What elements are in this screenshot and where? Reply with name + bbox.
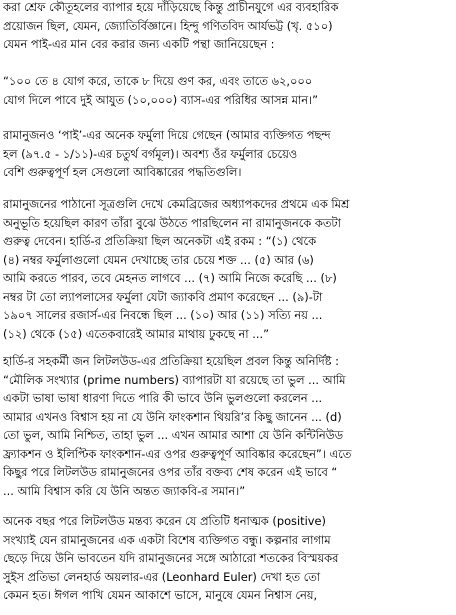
text-line: প্রয়োজন ছিল, যেমন, জ্যোতির্বিজ্ঞানে। হিন্দু গণিতবিদ আর্যভট্ট (খৃ. ৫১০) (3, 18, 333, 33)
text-line: কিছুর পরে লিটলউড রামানুজনের ওপর তাঁর বক্তব্য শেষ করেন এই ভাবে “ (3, 465, 338, 479)
paragraph-hardy-reaction (3, 195, 449, 343)
text-line: অনুভূতি হয়েছিল কারণ তাঁরা বুঝে উঠতে পারছিলেন না রামানুজনকে কতটা (3, 215, 341, 230)
text-line: রামানুজনও ‘পাই’-এর অনেক ফর্মুলা দিয়ে গেছেন (আমার ব্যক্তিগত পছন্দ (3, 128, 331, 142)
text-line: যেমন পাই-এর মান বের করার জন্য একটি পন্থা জানিয়েছেন : (3, 37, 275, 51)
text-line: (১২) থেকে (১৫) এতেকবারেই আমার মাথায় ঢুকছে না ...” (3, 326, 269, 341)
text-line: রামানুজনের পাঠানো সূত্রগুলি দেখে কেমব্রিজের অধ্যাপকদের প্রথমে এক মিশ্র (3, 197, 350, 211)
text-line: ফ্র্যাকশন ও ইলিপ্টিক ফাংকশান-এর ওপর গুরুত্বপূর্ণ আবিষ্কার করেছেন”। এতে (3, 446, 352, 461)
text-line: গুরুত্ব দেবেন। হার্ডি-র প্রতিক্রিয়া ছিল অনেকটা এই রকম : “(১) থেকে (3, 234, 317, 248)
text-line: হার্ডি-র সহকর্মী জন লিটলউড-এর প্রতিক্রিয়া হয়েছিল প্রবল কিন্তু অনির্দিষ্ট : (3, 354, 339, 368)
text-line: হল (৯৭.৫ - ১/১১)-এর চতুর্থ বর্গমূল)। অবশ্য ওঁর ফর্মুলার চেয়েও (3, 146, 298, 161)
text-line: বেশি গুরুত্বপূর্ণ হল সেগুলো আবিষ্কারের পদ্ধতিগুলি। (3, 165, 242, 179)
text-line: ... আমি বিশ্বাস করি যে উনি অন্তত জ্যাকবি-র সমান।” (3, 483, 246, 498)
text-line: করা শ্রেফ কৌতূহলের ব্যাপার হয়ে দাঁড়িয়েছে কিন্তু প্রাচীনযুগে এর ব্যবহারিক (3, 0, 339, 14)
text-line: যোগ দিলে পাবে দুই আযুত (১০,০০০) ব্যাস-এর পরিধির আসন্ন মান।” (3, 92, 319, 107)
text-line: “১০০ তে ৪ যোগ করে, তাকে ৮ দিয়ে গুণ কর, এবং তাতে ৬২,০০০ (3, 74, 313, 88)
text-line: একটা ভাষা ভাষা ধারণা দিতে পারি কী ভাবে উনি ভুলগুলো করলেন ... (3, 391, 323, 405)
paragraph-aryabhata-quote (3, 72, 449, 109)
text-line: (৪) নম্বর ফর্মুলাগুলো যেমন দেখাচ্ছে তার চেয়ে শক্ত ... (৫) আর (৬) (3, 252, 314, 267)
text-line: নম্বর টা তো ল্যাপলাসের ফর্মুলা যেটা জ্যাকবি প্রমাণ করেছেন ... (৯)-টা (3, 289, 323, 304)
paragraph-littlewood-reaction (3, 352, 449, 500)
text-line: “মৌলিক সংখ্যার (prime numbers) ব্যাপারটা যা রয়েছে তা ভুল ... আমি (3, 372, 346, 387)
text-line: কেমন হত। ঈগল পাখি যেমন আকাশে ভাসে, মানুষে যেমন নিশ্বাস নেয়, (3, 588, 318, 602)
paragraph-ramanujan-pi (3, 126, 449, 182)
paragraph-aryabhata-intro (3, 0, 449, 54)
text-line: আমি করতে পারব, তবে মেহনত লাগবে ... (৭) আমি নিজে করেছি ... (৮) (3, 271, 337, 285)
text-line: ছেড়ে দিয়ে উনি ভাবতেন যদি রামানুজনের সঙ্গে আঠারো শতকের বিস্ময়কর (3, 551, 339, 565)
text-line: সংখ্যাই যেন রামানুজনের এক একটা বিশেষ ব্যক্তিগত বন্ধু। কল্পনার লাগাম (3, 532, 331, 547)
paragraph-littlewood-later (3, 512, 449, 605)
text-line: তো ভুল, আমি নিশ্চিত, তাহা ভুল ... এখন আমার আশা যে উনি কন্টিনিউড (3, 428, 343, 442)
text-line: আমার এখনও বিশ্বাস হয় না যে উনি ফাংকশান থিয়রি’র কিছু জানেন ... (d) (3, 409, 342, 424)
text-line: ১৯০৭ সালের রজার্স-এর নিবন্ধে ছিল ... (১০) আর (১১) সত্যি নয় ... (3, 308, 323, 322)
text-line: অনেক বছর পরে লিটলউড মন্তব্য করেন যে প্রতিটি ধনাত্মক (positive) (3, 514, 326, 528)
text-line: সুইস প্রতিভা লেনহার্ড অয়লার-এর (Leonhard Euler) দেখা হত তো (3, 569, 321, 584)
